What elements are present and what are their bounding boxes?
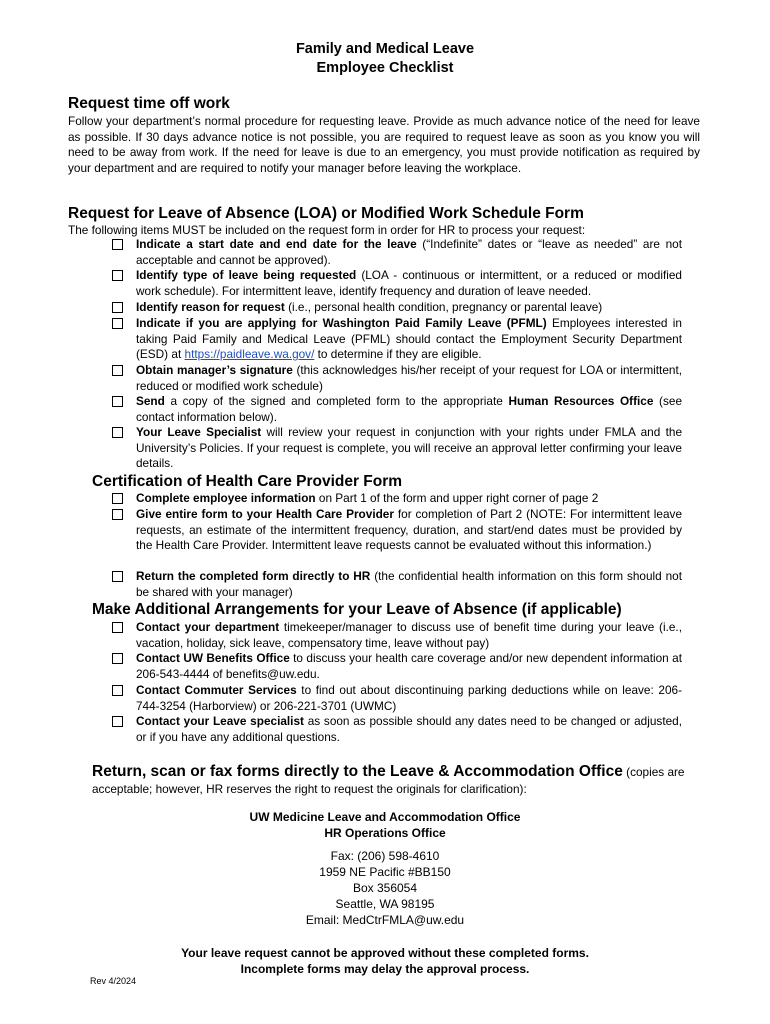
checklist-item: Identify type of leave being requested (LOA - continuous or intermittent, or a reduced or modified work schedule). For intermittent leave, identify frequency and duration of leave needed. bbox=[112, 268, 682, 299]
office-fax: Fax: (206) 598-4610 bbox=[330, 849, 440, 863]
footer-warning-2: Incomplete forms may delay the approval process. bbox=[240, 962, 530, 976]
checklist-item: Return the completed form directly to HR (the confidential health information on this form should not be shared with your manager) bbox=[112, 569, 682, 600]
checkbox[interactable] bbox=[112, 239, 123, 250]
revision-date: Rev 4/2024 bbox=[90, 976, 137, 986]
paragraph-request-time-off: Follow your department’s normal procedure for requesting leave. Provide as much advance notice of the need for leave as possible. If 30 days advance notice is not possible, you are required to request leave as soon as you know you will need to be away from work. If the need for leave is due to an emergency, you must provide notification as required by your department and are required to notify your manager before leaving the workplace. bbox=[68, 114, 700, 175]
checkbox[interactable] bbox=[112, 493, 123, 504]
return-instructions: Return, scan or fax forms directly to the Leave & Accommodation Office (copies are acceptable; however, HR reserves the right to request the originals for clarification): bbox=[92, 763, 685, 796]
checkbox[interactable] bbox=[112, 622, 123, 633]
checklist-item: Contact UW Benefits Office to discuss your health care coverage and/or new dependent information at 206-543-4444 of benefits@uw.edu. bbox=[112, 651, 682, 682]
heading-request-time-off: Request time off work bbox=[68, 95, 230, 112]
heading-arrangements: Make Additional Arrangements for your Leave of Absence (if applicable) bbox=[92, 601, 622, 618]
checkbox[interactable] bbox=[112, 571, 123, 582]
checklist-item: Identify reason for request (i.e., personal health condition, pregnancy or parental leave) bbox=[112, 300, 682, 316]
checkbox[interactable] bbox=[112, 270, 123, 281]
checklist-item: Obtain manager’s signature (this acknowledges his/her receipt of your request for LOA or intermittent, reduced or modified work schedule) bbox=[112, 363, 682, 394]
footer-warning-1: Your leave request cannot be approved without these completed forms. bbox=[181, 946, 589, 960]
checkbox[interactable] bbox=[112, 427, 123, 438]
loa-intro: The following items MUST be included on the request form in order for HR to process your request: bbox=[68, 223, 586, 237]
document-subtitle: Employee Checklist bbox=[316, 60, 454, 76]
checklist-item: Contact Commuter Services to find out about discontinuing parking deductions while on leave: 206-744-3254 (Harborview) or 206-221-3701 (UWMC) bbox=[112, 683, 682, 714]
checklist-item: Indicate if you are applying for Washington Paid Family Leave (PFML) Employees interested in taking Paid Family and Medical Leave (PFML) should contact the Employment Security Department (ESD) at https://paidleave.wa.gov/ to determine if they are eligible. bbox=[112, 316, 682, 363]
checkbox[interactable] bbox=[112, 318, 123, 329]
checkbox[interactable] bbox=[112, 365, 123, 376]
checkbox[interactable] bbox=[112, 396, 123, 407]
heading-certification: Certification of Health Care Provider Form bbox=[92, 473, 403, 490]
checklist-item: Contact your department timekeeper/manager to discuss use of benefit time during your leave (i.e., vacation, holiday, sick leave, compensatory time, leave without pay) bbox=[112, 620, 682, 651]
office-email: Email: MedCtrFMLA@uw.edu bbox=[305, 913, 465, 927]
checkbox[interactable] bbox=[112, 685, 123, 696]
checklist-item: Your Leave Specialist will review your request in conjunction with your rights under FMLA and the University’s Policies. If your request is complete, you will receive an approval letter confirming your leave details. bbox=[112, 425, 682, 472]
checklist-item: Complete employee information on Part 1 of the form and upper right corner of page 2 bbox=[112, 491, 682, 507]
paidleave-link[interactable]: https://paidleave.wa.gov/ bbox=[184, 347, 315, 362]
checkbox[interactable] bbox=[112, 653, 123, 664]
checkbox[interactable] bbox=[112, 302, 123, 313]
checklist-item: Send a copy of the signed and completed form to the appropriate Human Resources Office (see contact information below). bbox=[112, 394, 682, 425]
checklist-item: Contact your Leave specialist as soon as possible should any dates need to be changed or adjusted, or if you have any additional questions. bbox=[112, 714, 682, 745]
office-dept: HR Operations Office bbox=[324, 826, 446, 840]
office-address: 1959 NE Pacific #BB150 bbox=[319, 865, 451, 879]
checkbox[interactable] bbox=[112, 509, 123, 520]
office-name: UW Medicine Leave and Accommodation Office bbox=[249, 810, 521, 824]
checkbox[interactable] bbox=[112, 716, 123, 727]
office-city: Seattle, WA 98195 bbox=[335, 897, 435, 911]
document-title: Family and Medical Leave bbox=[295, 41, 475, 57]
checklist-item: Indicate a start date and end date for the leave (“Indefinite” dates or “leave as needed” are not acceptable and cannot be approved). bbox=[112, 237, 682, 268]
office-box: Box 356054 bbox=[352, 881, 418, 895]
heading-loa-form: Request for Leave of Absence (LOA) or Modified Work Schedule Form bbox=[68, 205, 584, 222]
checklist-item: Give entire form to your Health Care Provider for completion of Part 2 (NOTE: For intermittent leave requests, an estimate of the intermittent frequency, duration, and start/end dates must be provided by the Health Care Provider. Intermittent leave requests cannot be evaluated without this information.) bbox=[112, 507, 682, 554]
